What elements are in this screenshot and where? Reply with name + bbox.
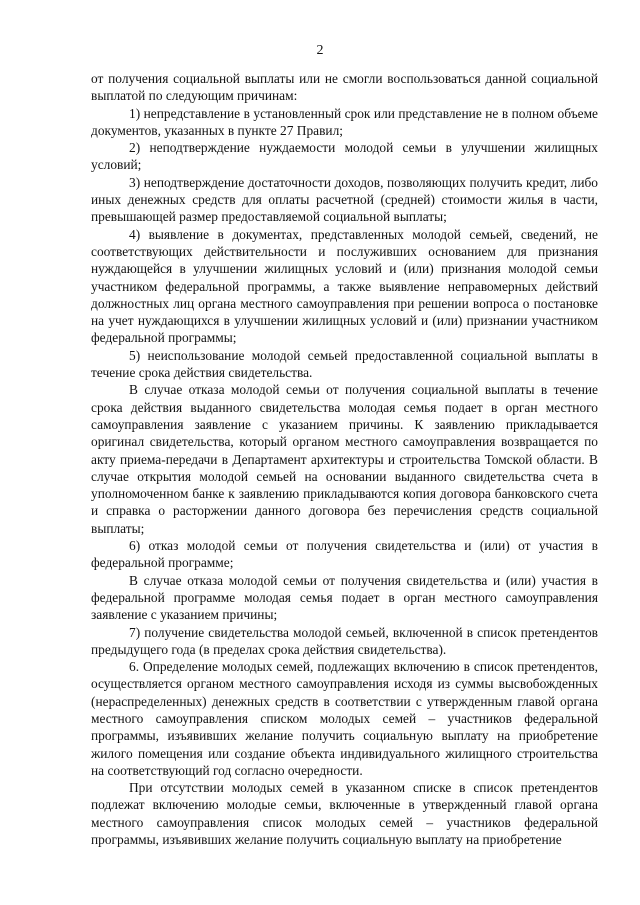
paragraph-continuation: от получения социальной выплаты или не смогли воспользоваться данной социальной выплатой по следующим причинам: (91, 71, 598, 104)
paragraph-reason-6: 6) отказ молодой семьи от получения свидетельства и (или) от участия в федеральной программе; (91, 538, 598, 571)
paragraph-reason-7: 7) получение свидетельства молодой семьей, включенной в список претендентов предыдущего года (в пределах срока действия свидетельства). (91, 624, 598, 657)
paragraph-refusal-certificate: В случае отказа молодой семьи от получения свидетельства и (или) участия в федеральной программе молодая семья подает в орган местного самоуправления заявление с указанием причины; (91, 572, 598, 623)
paragraph-reason-5: 5) неиспользование молодой семьей предоставленной социальной выплаты в течение срока действия свидетельства. (91, 347, 598, 381)
page-number: 2 (316, 43, 324, 58)
paragraph-reason-3: 3) неподтверждение достаточности доходов, позволяющих получить кредит, либо иных денежных средств для оплаты расчетной (средней) стоимости жилья в части, превышающей размер предоставляемой социальной выплаты; (91, 174, 598, 225)
paragraph-reason-1: 1) непредставление в установленный срок или представление не в полном объеме документов, указанных в пункте 27 Правил; (91, 105, 598, 138)
paragraph-section-6: 6. Определение молодых семей, подлежащих включению в список претендентов, осуществляется органом местного самоуправления исходя из суммы высвобожденных (нераспределенных) денежных средств в соответствии с утвержденным главой органа местного самоуправления списком молодых семей – участников федеральной программы, изъявивших желание получить социальную выплату на приобретение жилого помещения или создание объекта индивидуального жилищного строительства на соответствующий год согласно очередности. (91, 659, 598, 778)
paragraph-reason-4: 4) выявление в документах, представленных молодой семьей, сведений, не соответствующих действительности и послуживших основанием для признания нуждающейся в улучшении жилищных условий и (или) признания молодой семьи участником федеральной программы, а также выявление неправомерных действий должностных лиц органа местного самоуправления при решении вопроса о постановке на учет нуждающихся в улучшении жилищных условий и (или) признании участником федеральной программы; (91, 226, 598, 346)
paragraph-refusal-payment: В случае отказа молодой семьи от получения социальной выплаты в течение срока действия выданного свидетельства молодая семья подает в орган местного самоуправления заявление с указанием причины. К заявлению прикладывается оригинал свидетельства, который органом местного самоуправления возвращается по акту приема-передачи в Департамент архитектуры и строительства Томской области. В случае открытия молодой семьей на основании выданного свидетельства счета в уполномоченном банке к заявлению прикладываются копия договора банковского счета и справка о расторжении данного договора без перечисления средств социальной выплаты; (91, 382, 598, 536)
document-body (91, 70, 598, 848)
paragraph-reason-2: 2) неподтверждение нуждаемости молодой семьи в улучшении жилищных условий; (91, 140, 598, 173)
paragraph-absence-of-families: При отсутствии молодых семей в указанном списке в список претендентов подлежат включению молодые семьи, включенные в утвержденный главой органа местного самоуправления список молодых семей – участников федеральной программы, изъявивших желание получить социальную выплату на приобретение (91, 780, 598, 848)
